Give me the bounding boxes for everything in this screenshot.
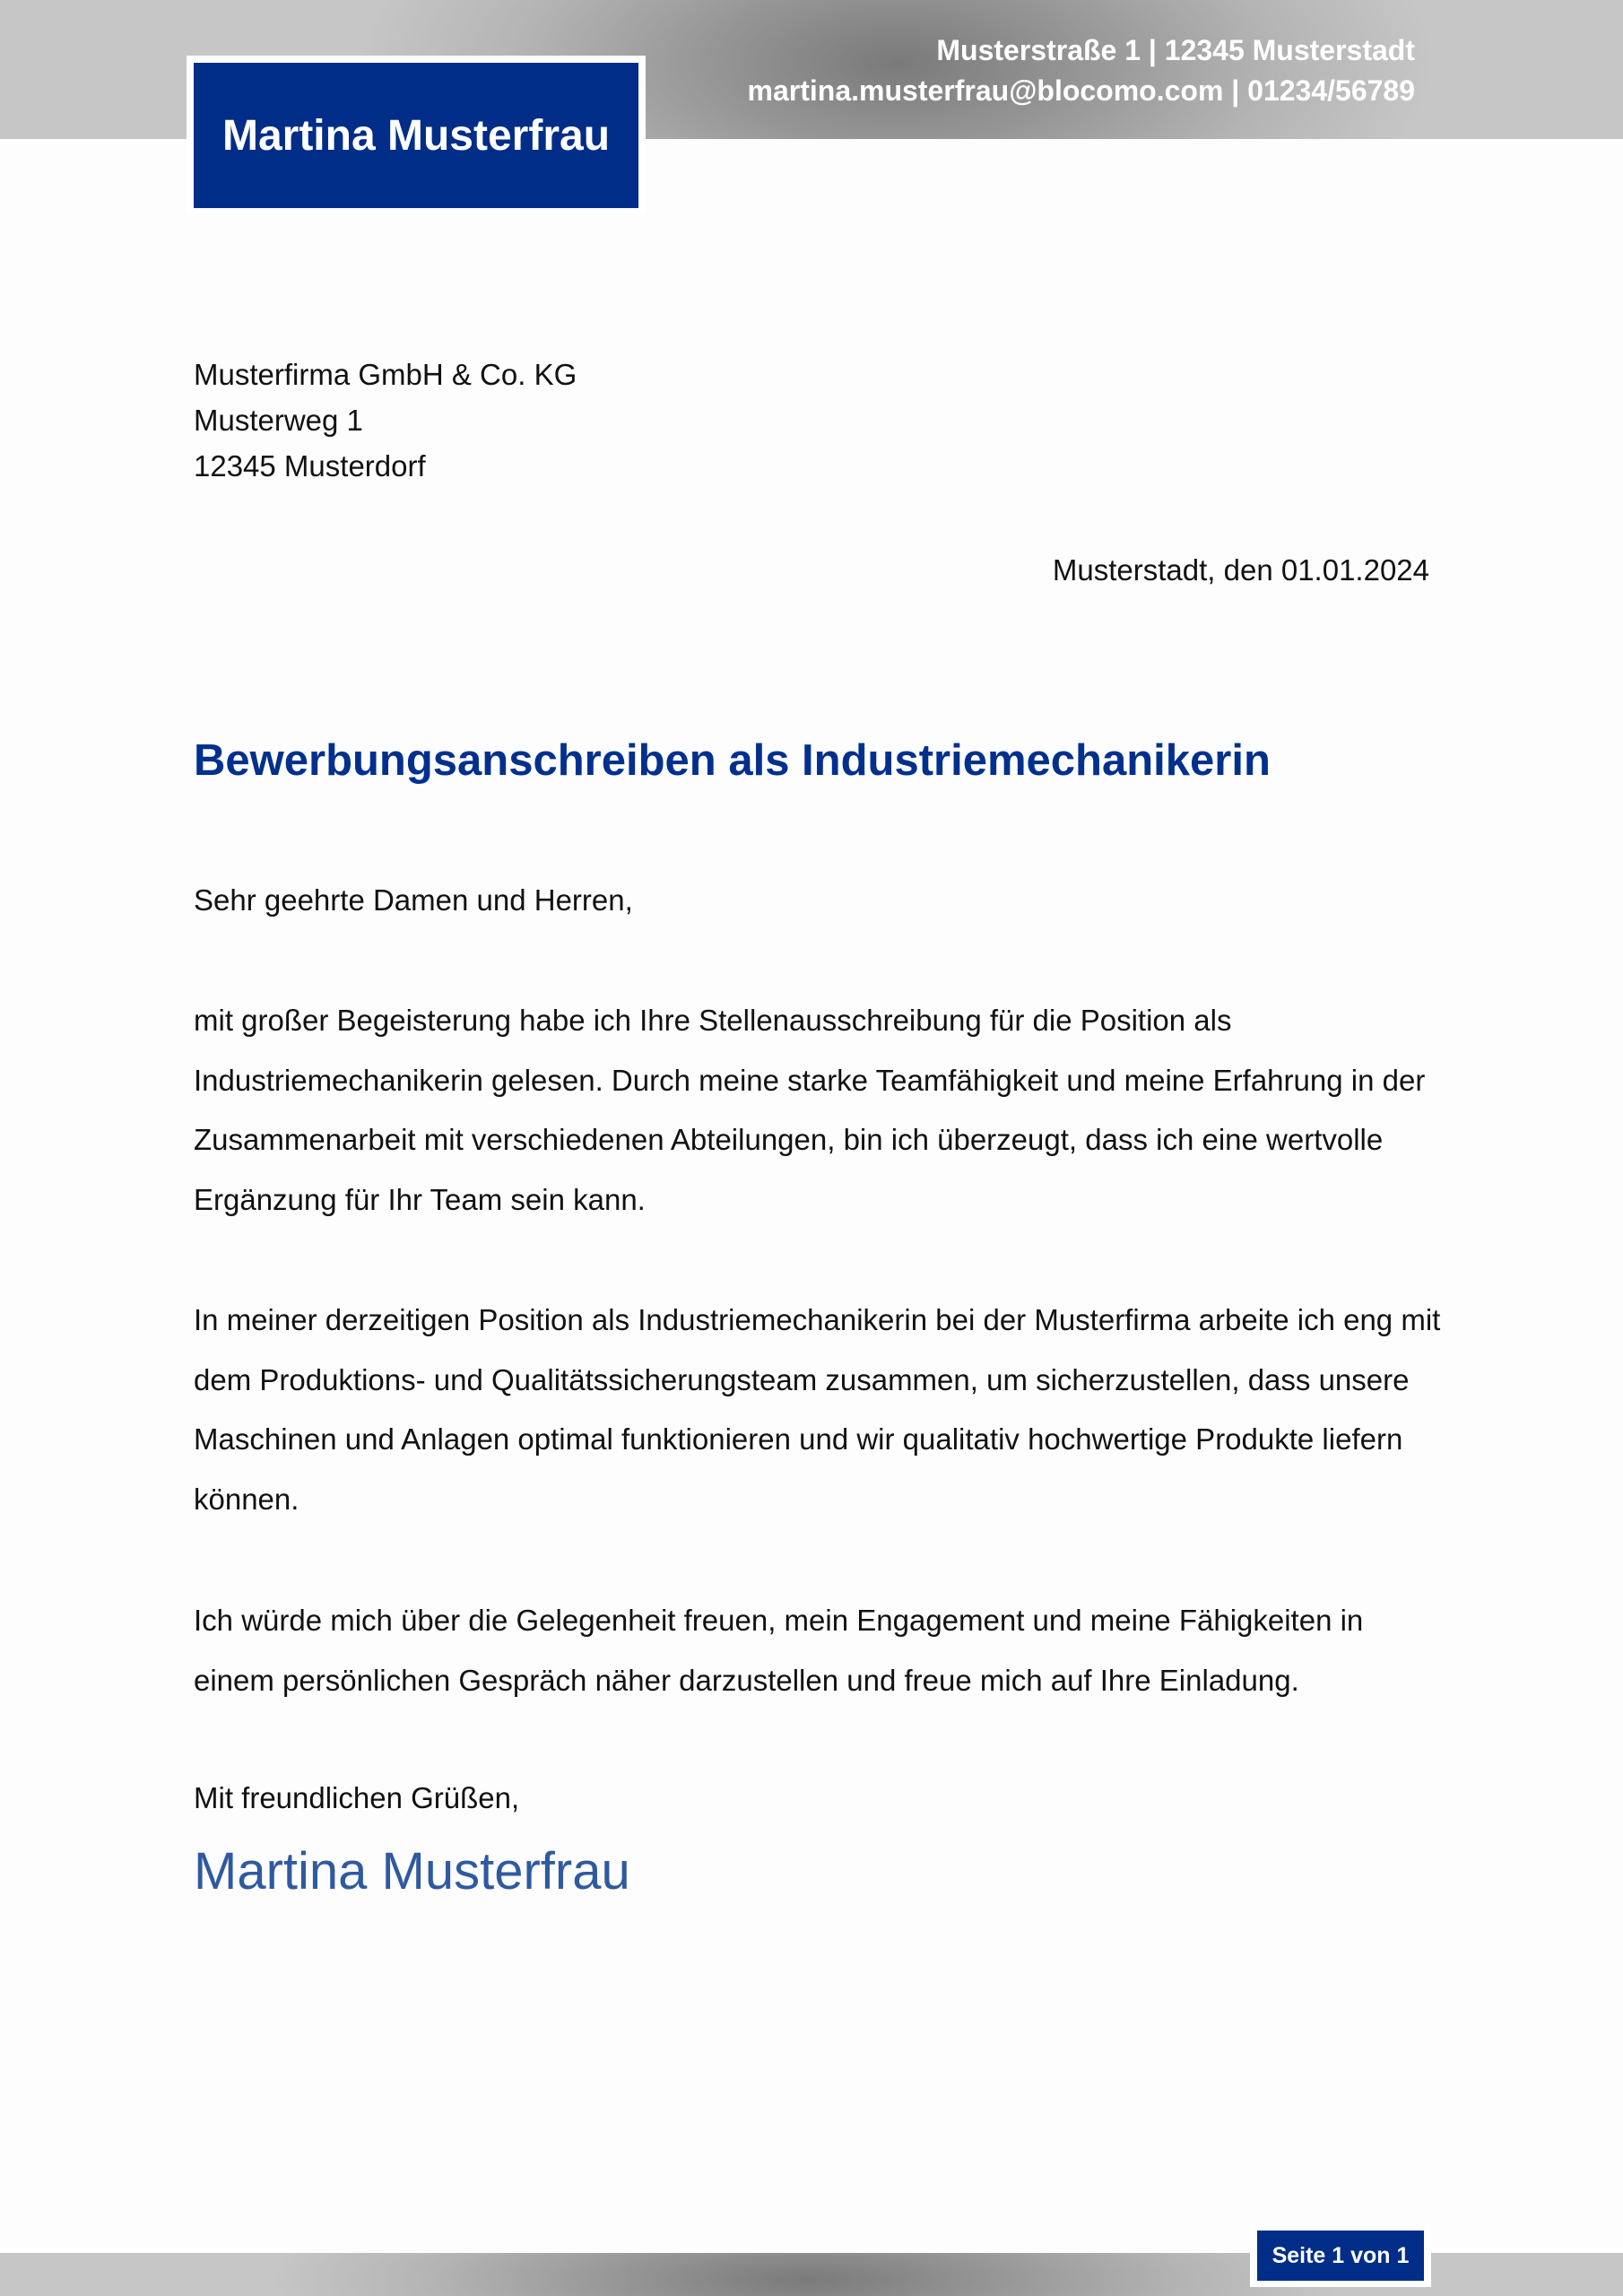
body-paragraph-3: Ich würde mich über die Gelegenheit freuen, mein Engagement und meine Fähigkeiten in einem persönlichen Gespräch näher darzustellen und freue mich auf Ihre Einladung. bbox=[194, 1604, 1364, 1697]
contact-email-phone: martina.musterfrau@blocomo.com | 01234/56789 bbox=[747, 74, 1415, 107]
recipient-street: Musterweg 1 bbox=[194, 404, 363, 437]
recipient-city: 12345 Musterdorf bbox=[194, 449, 426, 483]
contact-address: Musterstraße 1 | 12345 Musterstadt bbox=[936, 34, 1415, 66]
contact-info bbox=[748, 30, 1415, 111]
page-number-badge: Seite 1 von 1 bbox=[1257, 2231, 1424, 2281]
closing: Mit freundlichen Grüßen, bbox=[194, 1781, 520, 1814]
sender-name: Martina Musterfrau bbox=[194, 63, 638, 208]
recipient-company: Musterfirma GmbH & Co. KG bbox=[194, 358, 577, 391]
body-paragraph-1: mit großer Begeisterung habe ich Ihre Stellenausschreibung für die Position als Industriemechanikerin gelesen. Durch meine starke Teamfähigkeit und meine Erfahrung in der Zusammenarbeit mit verschiedenen Abteilungen, bin ich überzeugt, dass ich eine wertvolle Ergänzung für Ihr Team sein kann. bbox=[194, 1004, 1426, 1217]
date-line: Musterstadt, den 01.01.2024 bbox=[1052, 553, 1429, 587]
recipient-address bbox=[194, 352, 577, 489]
subject-heading: Bewerbungsanschreiben als Industriemechanikerin bbox=[194, 736, 1271, 785]
signature: Martina Musterfrau bbox=[194, 1842, 630, 1900]
body-paragraph-2: In meiner derzeitigen Position als Industriemechanikerin bei der Musterfirma arbeite ich eng mit dem Produktions- und Qualitätssicherungsteam zusammen, um sicherzustellen, dass unsere Maschinen und Anlagen optimal funktionieren und wir qualitativ hochwertige Produkte liefern können. bbox=[194, 1303, 1441, 1517]
salutation: Sehr geehrte Damen und Herren, bbox=[194, 883, 633, 917]
